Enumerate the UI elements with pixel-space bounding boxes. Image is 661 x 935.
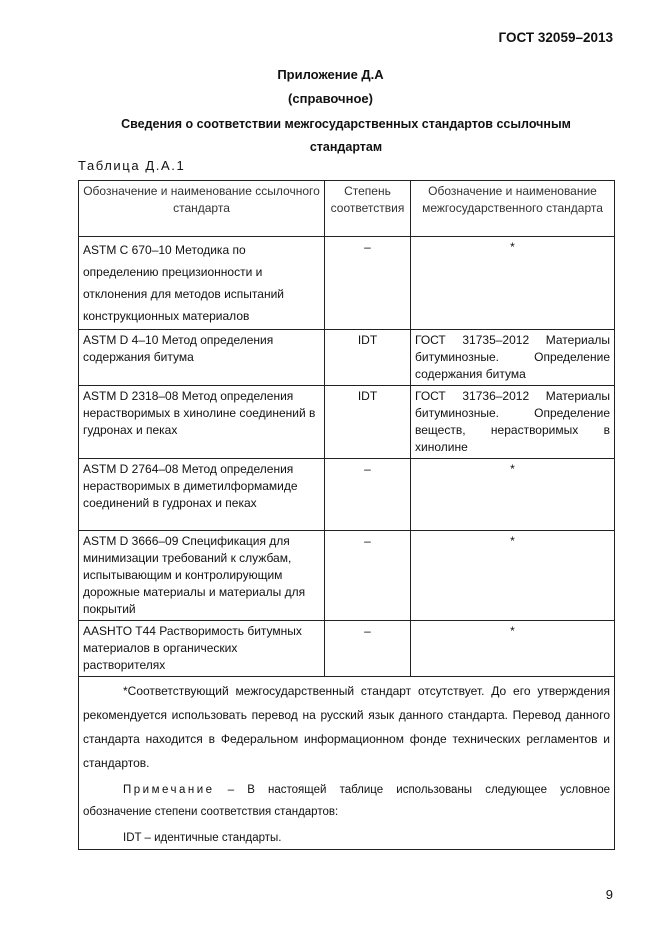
footnote-text: *Соответствующий межгосударственный стандарт отсутствует. До его утверждения рекомендуется использовать перевод на русский язык данного стандарта. Перевод данного стандарта находится в Федеральном информационном фонде технических регламентов и стандартов. bbox=[83, 684, 610, 770]
degree-cell: IDT bbox=[325, 386, 411, 459]
table-caption: Таблица Д.А.1 bbox=[78, 158, 186, 173]
table-header-row bbox=[79, 181, 615, 237]
interstate-standard-cell: * bbox=[411, 237, 615, 330]
degree-cell: – bbox=[325, 621, 411, 677]
interstate-standard-cell: ГОСТ 31736–2012 Материалы битуминозные. Определение веществ, нерастворимых в хинолине bbox=[411, 386, 615, 459]
reference-standard-cell: ASTM D 4–10 Метод определения содержания битума bbox=[79, 330, 325, 386]
correspondence-table bbox=[78, 180, 615, 850]
interstate-standard-cell: * bbox=[411, 531, 615, 621]
reference-standard-cell: ASTM D 2764–08 Метод определения нерастворимых в диметилформамиде соединений в гудронах и пеках bbox=[79, 459, 325, 531]
degree-cell: – bbox=[325, 237, 411, 330]
interstate-standard-cell: * bbox=[411, 621, 615, 677]
appendix-title: Приложение Д.А bbox=[277, 67, 384, 82]
document-code: ГОСТ 32059–2013 bbox=[498, 30, 613, 45]
header-interstate-standard: Обозначение и наименование межгосударственного стандарта bbox=[411, 181, 615, 237]
table-row bbox=[79, 330, 615, 386]
page-number: 9 bbox=[605, 887, 613, 902]
note-text: – В настоящей таблице использованы следующее условное обозначение степени соответствия стандартов: bbox=[83, 784, 610, 818]
note-paragraph bbox=[83, 779, 610, 823]
table-row bbox=[79, 531, 615, 621]
reference-standard-cell: ASTM D 3666–09 Спецификация для минимизации требований к службам, испытывающим и контролирующим дорожные материалы и материалы для покрытий bbox=[79, 531, 325, 621]
appendix-subtitle: (справочное) bbox=[288, 91, 373, 106]
table-row bbox=[79, 237, 615, 330]
reference-standard-cell: ASTM C 670–10 Методика по определению прецизионности и отклонения для методов испытаний конструкционных материалов bbox=[79, 237, 325, 330]
header-reference-standard: Обозначение и наименование ссылочного стандарта bbox=[79, 181, 325, 237]
note-label: Примечание bbox=[123, 784, 215, 796]
note-item: IDT – идентичные стандарты. bbox=[123, 832, 282, 844]
degree-cell: – bbox=[325, 531, 411, 621]
interstate-standard-cell: ГОСТ 31735–2012 Материалы битуминозные. Определение содержания битума bbox=[411, 330, 615, 386]
table-row bbox=[79, 621, 615, 677]
appendix-description: Сведения о соответствии межгосударственных стандартов ссылочным стандартам bbox=[121, 117, 571, 154]
degree-cell: IDT bbox=[325, 330, 411, 386]
degree-cell: – bbox=[325, 459, 411, 531]
footnote-cell bbox=[79, 677, 615, 850]
table-footnote-row bbox=[79, 677, 615, 850]
reference-standard-cell: ASTM D 2318–08 Метод определения нерастворимых в хинолине соединений в гудронах и пеках bbox=[79, 386, 325, 459]
header-degree: Степень соответствия bbox=[325, 181, 411, 237]
table-row bbox=[79, 459, 615, 531]
table-row bbox=[79, 386, 615, 459]
reference-standard-cell: AASHTO T44 Растворимость битумных материалов в органических растворителях bbox=[79, 621, 325, 677]
interstate-standard-cell: * bbox=[411, 459, 615, 531]
